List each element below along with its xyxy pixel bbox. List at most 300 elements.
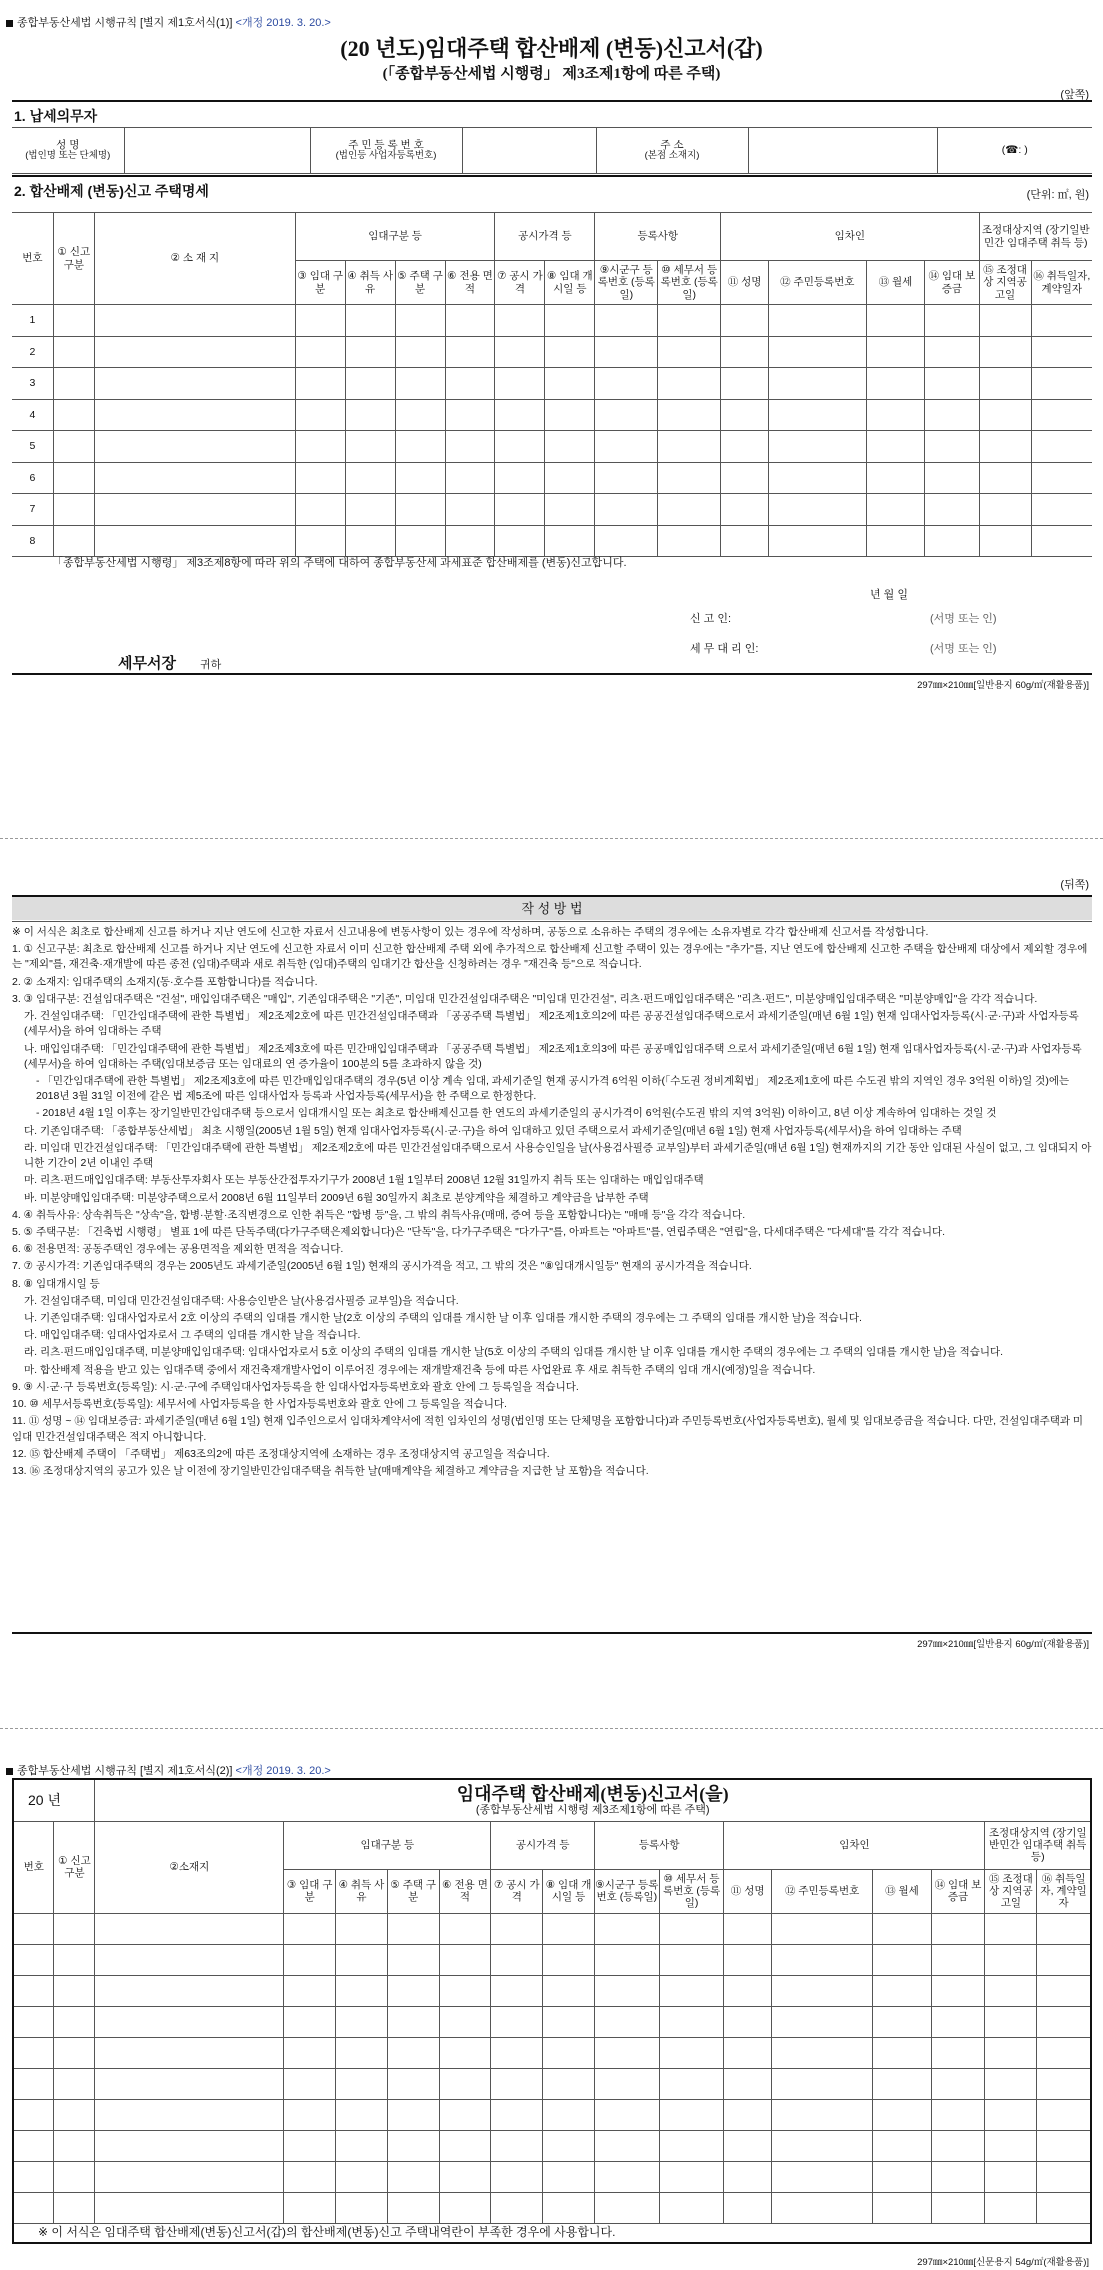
- table-cell[interactable]: [345, 368, 395, 400]
- table-cell[interactable]: [336, 2068, 388, 2099]
- table-cell[interactable]: [545, 462, 595, 494]
- table-cell[interactable]: [95, 2068, 284, 2099]
- table-cell[interactable]: [13, 2161, 54, 2192]
- table-cell[interactable]: [439, 1944, 491, 1975]
- table-cell[interactable]: [284, 1944, 336, 1975]
- table-cell[interactable]: [295, 525, 345, 557]
- table-cell[interactable]: [985, 2192, 1037, 2223]
- agent-sign[interactable]: (서명 또는 인): [930, 643, 997, 655]
- table-cell[interactable]: [345, 462, 395, 494]
- table-cell[interactable]: [1031, 431, 1092, 463]
- table-cell[interactable]: [395, 494, 445, 526]
- table-cell[interactable]: [336, 2099, 388, 2130]
- table-cell[interactable]: [395, 368, 445, 400]
- table-cell[interactable]: [13, 1975, 54, 2006]
- table-cell[interactable]: [336, 1913, 388, 1944]
- table-cell[interactable]: [284, 2161, 336, 2192]
- table-cell[interactable]: [284, 1913, 336, 1944]
- table-cell[interactable]: [53, 368, 94, 400]
- table-cell[interactable]: [13, 2037, 54, 2068]
- table-cell[interactable]: [1031, 525, 1092, 557]
- table-cell[interactable]: [985, 2068, 1037, 2099]
- table-cell[interactable]: [925, 368, 979, 400]
- table-cell[interactable]: [545, 336, 595, 368]
- table-cell[interactable]: [658, 305, 721, 337]
- table-cell[interactable]: [543, 1975, 595, 2006]
- table-cell[interactable]: [985, 2037, 1037, 2068]
- table-cell[interactable]: [491, 2130, 543, 2161]
- table-cell[interactable]: [724, 1913, 771, 1944]
- table-cell[interactable]: [873, 2192, 931, 2223]
- table-cell[interactable]: [658, 368, 721, 400]
- table-cell[interactable]: [495, 305, 545, 337]
- table-cell[interactable]: [491, 2068, 543, 2099]
- table-cell[interactable]: [439, 1913, 491, 1944]
- table-cell[interactable]: [336, 2192, 388, 2223]
- table-cell[interactable]: [284, 2192, 336, 2223]
- table-cell[interactable]: [771, 2192, 872, 2223]
- table-cell[interactable]: [54, 2192, 95, 2223]
- table-cell[interactable]: [284, 2068, 336, 2099]
- table-cell[interactable]: [866, 431, 925, 463]
- table-cell[interactable]: [495, 431, 545, 463]
- table-cell[interactable]: [931, 2068, 985, 2099]
- table-cell[interactable]: [594, 2161, 659, 2192]
- phone-field[interactable]: [937, 128, 1092, 174]
- table-cell[interactable]: [395, 431, 445, 463]
- table-cell[interactable]: [721, 368, 769, 400]
- table-cell[interactable]: [95, 2130, 284, 2161]
- table-cell[interactable]: [594, 2192, 659, 2223]
- table-cell[interactable]: [985, 1913, 1037, 1944]
- table-cell[interactable]: [95, 1913, 284, 1944]
- table-cell[interactable]: [336, 1944, 388, 1975]
- table-cell[interactable]: [13, 2068, 54, 2099]
- table-cell[interactable]: [491, 2099, 543, 2130]
- table-cell[interactable]: [1037, 1944, 1091, 1975]
- table-cell[interactable]: [925, 431, 979, 463]
- table-cell[interactable]: [866, 462, 925, 494]
- table-cell[interactable]: [659, 2068, 724, 2099]
- table-cell[interactable]: [985, 1975, 1037, 2006]
- table-cell[interactable]: [54, 1944, 95, 1975]
- table-cell[interactable]: [985, 2130, 1037, 2161]
- table-cell[interactable]: [721, 305, 769, 337]
- table-cell[interactable]: [873, 2006, 931, 2037]
- table-cell[interactable]: [491, 1944, 543, 1975]
- table-cell[interactable]: [768, 494, 866, 526]
- table-cell[interactable]: [295, 305, 345, 337]
- table-cell[interactable]: [445, 305, 495, 337]
- table-cell[interactable]: [345, 399, 395, 431]
- table-cell[interactable]: [54, 2099, 95, 2130]
- table-cell[interactable]: [659, 2099, 724, 2130]
- table-cell[interactable]: [771, 1913, 872, 1944]
- table-cell[interactable]: [659, 2006, 724, 2037]
- table-cell[interactable]: [495, 399, 545, 431]
- table-cell[interactable]: [439, 2037, 491, 2068]
- table-cell[interactable]: [931, 2161, 985, 2192]
- table-cell[interactable]: [387, 1944, 439, 1975]
- table-cell[interactable]: [54, 1975, 95, 2006]
- table-cell[interactable]: [345, 525, 395, 557]
- table-cell[interactable]: [595, 399, 658, 431]
- table-cell[interactable]: [866, 525, 925, 557]
- table-cell[interactable]: [771, 2099, 872, 2130]
- table-cell[interactable]: [659, 2161, 724, 2192]
- table-cell[interactable]: [54, 2037, 95, 2068]
- table-cell[interactable]: [658, 462, 721, 494]
- table-cell[interactable]: [873, 2161, 931, 2192]
- table-cell[interactable]: [658, 494, 721, 526]
- table-cell[interactable]: [54, 2161, 95, 2192]
- table-cell[interactable]: [345, 305, 395, 337]
- table-cell[interactable]: [543, 2161, 595, 2192]
- table-cell[interactable]: [445, 368, 495, 400]
- table-cell[interactable]: [95, 1975, 284, 2006]
- table-cell[interactable]: [659, 2130, 724, 2161]
- table-cell[interactable]: [439, 2099, 491, 2130]
- table-cell[interactable]: [336, 2161, 388, 2192]
- table-cell[interactable]: [595, 431, 658, 463]
- table-cell[interactable]: [387, 2130, 439, 2161]
- table-cell[interactable]: [543, 1944, 595, 1975]
- table-cell[interactable]: [979, 305, 1031, 337]
- table-cell[interactable]: [594, 2068, 659, 2099]
- table-cell[interactable]: [925, 399, 979, 431]
- table-cell[interactable]: [866, 399, 925, 431]
- table-cell[interactable]: [1037, 1913, 1091, 1944]
- table-cell[interactable]: [491, 1975, 543, 2006]
- table-cell[interactable]: [931, 2099, 985, 2130]
- table-cell[interactable]: [53, 494, 94, 526]
- table-cell[interactable]: [545, 399, 595, 431]
- table-cell[interactable]: [771, 2130, 872, 2161]
- table-cell[interactable]: [387, 2161, 439, 2192]
- table-cell[interactable]: [545, 431, 595, 463]
- table-cell[interactable]: [721, 494, 769, 526]
- table-cell[interactable]: [594, 2099, 659, 2130]
- table-cell[interactable]: [284, 2099, 336, 2130]
- table-cell[interactable]: [54, 2130, 95, 2161]
- table-cell[interactable]: [387, 1913, 439, 1944]
- table-cell[interactable]: [873, 1975, 931, 2006]
- table-cell[interactable]: [395, 336, 445, 368]
- table-cell[interactable]: [873, 2037, 931, 2068]
- table-cell[interactable]: [495, 462, 545, 494]
- table-cell[interactable]: [95, 2037, 284, 2068]
- table-cell[interactable]: [771, 2161, 872, 2192]
- table-cell[interactable]: [94, 494, 295, 526]
- table-cell[interactable]: [931, 1975, 985, 2006]
- table-cell[interactable]: [931, 2037, 985, 2068]
- table-cell[interactable]: [768, 305, 866, 337]
- table-cell[interactable]: [866, 494, 925, 526]
- table-cell[interactable]: [54, 2006, 95, 2037]
- table-cell[interactable]: [724, 2006, 771, 2037]
- table-cell[interactable]: [658, 431, 721, 463]
- table-cell[interactable]: [13, 2006, 54, 2037]
- table-cell[interactable]: [979, 525, 1031, 557]
- table-cell[interactable]: [439, 2068, 491, 2099]
- table-cell[interactable]: [336, 2006, 388, 2037]
- table-cell[interactable]: [284, 2006, 336, 2037]
- table-cell[interactable]: [543, 2037, 595, 2068]
- table-cell[interactable]: [491, 2192, 543, 2223]
- table-cell[interactable]: [295, 399, 345, 431]
- table-cell[interactable]: [659, 2192, 724, 2223]
- table-cell[interactable]: [594, 2037, 659, 2068]
- table-cell[interactable]: [768, 336, 866, 368]
- table-cell[interactable]: [445, 431, 495, 463]
- table-cell[interactable]: [94, 368, 295, 400]
- id-field[interactable]: [462, 128, 596, 174]
- table-cell[interactable]: [771, 1944, 872, 1975]
- table-cell[interactable]: [13, 1913, 54, 1944]
- table-cell[interactable]: [595, 336, 658, 368]
- table-cell[interactable]: [724, 1975, 771, 2006]
- table-cell[interactable]: [979, 399, 1031, 431]
- table-cell[interactable]: [866, 305, 925, 337]
- table-cell[interactable]: [94, 525, 295, 557]
- table-cell[interactable]: [658, 399, 721, 431]
- table-cell[interactable]: [1031, 494, 1092, 526]
- table-cell[interactable]: [495, 336, 545, 368]
- table-cell[interactable]: [53, 305, 94, 337]
- table-cell[interactable]: [53, 462, 94, 494]
- table-cell[interactable]: [95, 1944, 284, 1975]
- table-cell[interactable]: [13, 2192, 54, 2223]
- table-cell[interactable]: [543, 2099, 595, 2130]
- table-cell[interactable]: [1037, 2192, 1091, 2223]
- table-cell[interactable]: [54, 2068, 95, 2099]
- table-cell[interactable]: [545, 525, 595, 557]
- table-cell[interactable]: [545, 368, 595, 400]
- table-cell[interactable]: [395, 399, 445, 431]
- table-cell[interactable]: [545, 494, 595, 526]
- table-cell[interactable]: [873, 1913, 931, 1944]
- table-cell[interactable]: [13, 2099, 54, 2130]
- table-cell[interactable]: [925, 462, 979, 494]
- table-cell[interactable]: [866, 336, 925, 368]
- table-cell[interactable]: [95, 2192, 284, 2223]
- table-cell[interactable]: [1031, 399, 1092, 431]
- table-cell[interactable]: [1037, 2006, 1091, 2037]
- table-cell[interactable]: [721, 431, 769, 463]
- table-cell[interactable]: [336, 2130, 388, 2161]
- table-cell[interactable]: [95, 2161, 284, 2192]
- table-cell[interactable]: [594, 1944, 659, 1975]
- address-field[interactable]: [748, 128, 937, 174]
- table-cell[interactable]: [724, 2068, 771, 2099]
- table-cell[interactable]: [13, 2130, 54, 2161]
- table-cell[interactable]: [1031, 462, 1092, 494]
- table-cell[interactable]: [491, 2161, 543, 2192]
- table-cell[interactable]: [295, 462, 345, 494]
- table-cell[interactable]: [931, 2130, 985, 2161]
- table-cell[interactable]: [721, 462, 769, 494]
- table-cell[interactable]: [53, 525, 94, 557]
- table-cell[interactable]: [658, 336, 721, 368]
- year-cell[interactable]: 20 년: [13, 1779, 95, 1821]
- table-cell[interactable]: [925, 336, 979, 368]
- table-cell[interactable]: [445, 336, 495, 368]
- table-cell[interactable]: [491, 2006, 543, 2037]
- table-cell[interactable]: [95, 2006, 284, 2037]
- table-cell[interactable]: [768, 431, 866, 463]
- table-cell[interactable]: [595, 368, 658, 400]
- table-cell[interactable]: [445, 494, 495, 526]
- table-cell[interactable]: [1037, 2037, 1091, 2068]
- table-cell[interactable]: [721, 336, 769, 368]
- table-cell[interactable]: [95, 2099, 284, 2130]
- table-cell[interactable]: [94, 431, 295, 463]
- table-cell[interactable]: [53, 336, 94, 368]
- table-cell[interactable]: [866, 368, 925, 400]
- table-cell[interactable]: [345, 431, 395, 463]
- table-cell[interactable]: [1031, 305, 1092, 337]
- table-cell[interactable]: [395, 525, 445, 557]
- table-cell[interactable]: [387, 2006, 439, 2037]
- table-cell[interactable]: [979, 462, 1031, 494]
- table-cell[interactable]: [543, 2192, 595, 2223]
- table-cell[interactable]: [925, 305, 979, 337]
- table-cell[interactable]: [295, 494, 345, 526]
- table-cell[interactable]: [873, 2130, 931, 2161]
- table-cell[interactable]: [284, 1975, 336, 2006]
- table-cell[interactable]: [771, 2068, 872, 2099]
- table-cell[interactable]: [345, 336, 395, 368]
- table-cell[interactable]: [94, 336, 295, 368]
- table-cell[interactable]: [439, 2130, 491, 2161]
- table-cell[interactable]: [724, 2161, 771, 2192]
- table-cell[interactable]: [491, 2037, 543, 2068]
- table-cell[interactable]: [13, 1944, 54, 1975]
- table-cell[interactable]: [771, 2037, 872, 2068]
- table-cell[interactable]: [284, 2130, 336, 2161]
- table-cell[interactable]: [721, 525, 769, 557]
- table-cell[interactable]: [985, 1944, 1037, 1975]
- table-cell[interactable]: [543, 2068, 595, 2099]
- table-cell[interactable]: [985, 2161, 1037, 2192]
- table-cell[interactable]: [594, 1975, 659, 2006]
- table-cell[interactable]: [768, 368, 866, 400]
- table-cell[interactable]: [53, 431, 94, 463]
- table-cell[interactable]: [931, 2006, 985, 2037]
- table-cell[interactable]: [1037, 2068, 1091, 2099]
- table-cell[interactable]: [724, 2192, 771, 2223]
- table-cell[interactable]: [768, 399, 866, 431]
- reporter-sign[interactable]: (서명 또는 인): [930, 613, 997, 625]
- table-cell[interactable]: [387, 2192, 439, 2223]
- table-cell[interactable]: [387, 2068, 439, 2099]
- table-cell[interactable]: [594, 2006, 659, 2037]
- table-cell[interactable]: [771, 1975, 872, 2006]
- table-cell[interactable]: [724, 2099, 771, 2130]
- table-cell[interactable]: [1037, 1975, 1091, 2006]
- table-cell[interactable]: [445, 462, 495, 494]
- table-cell[interactable]: [439, 2006, 491, 2037]
- table-cell[interactable]: [445, 525, 495, 557]
- table-cell[interactable]: [724, 1944, 771, 1975]
- table-cell[interactable]: [295, 336, 345, 368]
- table-cell[interactable]: [387, 2037, 439, 2068]
- table-cell[interactable]: [295, 368, 345, 400]
- table-cell[interactable]: [94, 462, 295, 494]
- table-cell[interactable]: [1031, 368, 1092, 400]
- table-cell[interactable]: [659, 2037, 724, 2068]
- table-cell[interactable]: [295, 431, 345, 463]
- table-cell[interactable]: [543, 1913, 595, 1944]
- table-cell[interactable]: [495, 525, 545, 557]
- table-cell[interactable]: [1037, 2130, 1091, 2161]
- table-cell[interactable]: [545, 305, 595, 337]
- table-cell[interactable]: [395, 305, 445, 337]
- table-cell[interactable]: [543, 2130, 595, 2161]
- table-cell[interactable]: [439, 1975, 491, 2006]
- table-cell[interactable]: [595, 525, 658, 557]
- table-cell[interactable]: [336, 2037, 388, 2068]
- table-cell[interactable]: [979, 431, 1031, 463]
- table-cell[interactable]: [543, 2006, 595, 2037]
- table-cell[interactable]: [925, 494, 979, 526]
- table-cell[interactable]: [873, 2099, 931, 2130]
- name-field[interactable]: [124, 128, 310, 174]
- table-cell[interactable]: [495, 368, 545, 400]
- table-cell[interactable]: [495, 494, 545, 526]
- table-cell[interactable]: [595, 462, 658, 494]
- table-cell[interactable]: [445, 399, 495, 431]
- table-cell[interactable]: [659, 1975, 724, 2006]
- table-cell[interactable]: [439, 2161, 491, 2192]
- table-cell[interactable]: [491, 1913, 543, 1944]
- table-cell[interactable]: [387, 1975, 439, 2006]
- table-cell[interactable]: [53, 399, 94, 431]
- table-cell[interactable]: [594, 2130, 659, 2161]
- table-cell[interactable]: [873, 2068, 931, 2099]
- table-cell[interactable]: [345, 494, 395, 526]
- table-cell[interactable]: [284, 2037, 336, 2068]
- table-cell[interactable]: [873, 1944, 931, 1975]
- table-cell[interactable]: [979, 494, 1031, 526]
- table-cell[interactable]: [985, 2099, 1037, 2130]
- table-cell[interactable]: [54, 1913, 95, 1944]
- table-cell[interactable]: [94, 305, 295, 337]
- table-cell[interactable]: [925, 525, 979, 557]
- table-cell[interactable]: [439, 2192, 491, 2223]
- table-cell[interactable]: [721, 399, 769, 431]
- table-cell[interactable]: [1037, 2099, 1091, 2130]
- table-cell[interactable]: [1037, 2161, 1091, 2192]
- table-cell[interactable]: [594, 1913, 659, 1944]
- table-cell[interactable]: [94, 399, 295, 431]
- table-cell[interactable]: [595, 494, 658, 526]
- table-cell[interactable]: [931, 1944, 985, 1975]
- table-cell[interactable]: [771, 2006, 872, 2037]
- table-cell[interactable]: [985, 2006, 1037, 2037]
- table-cell[interactable]: [931, 1913, 985, 1944]
- table-cell[interactable]: [768, 462, 866, 494]
- table-cell[interactable]: [768, 525, 866, 557]
- table-cell[interactable]: [1031, 336, 1092, 368]
- table-cell[interactable]: [979, 336, 1031, 368]
- table-cell[interactable]: [387, 2099, 439, 2130]
- table-cell[interactable]: [659, 1913, 724, 1944]
- table-cell[interactable]: [395, 462, 445, 494]
- table-cell[interactable]: [979, 368, 1031, 400]
- table-cell[interactable]: [595, 305, 658, 337]
- table-cell[interactable]: [659, 1944, 724, 1975]
